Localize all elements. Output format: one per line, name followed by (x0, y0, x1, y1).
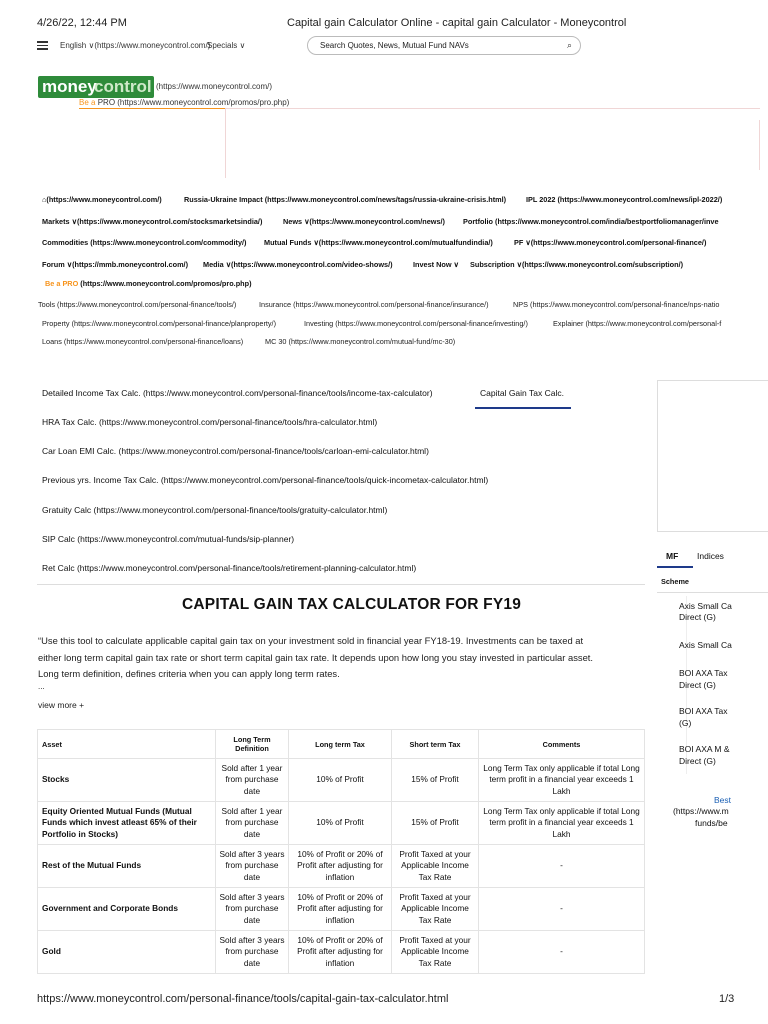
home-icon: ⌂ (42, 195, 47, 204)
calc-hra[interactable]: HRA Tax Calc. (https://www.moneycontrol.com/personal-finance/tools/hra-calculator.html) (42, 417, 378, 427)
subnav-nps[interactable]: NPS (https://www.moneycontrol.com/personal-finance/nps-natio (513, 300, 720, 309)
print-timestamp: 4/26/22, 12:44 PM (37, 17, 127, 29)
sidebar-best-url-1[interactable]: (https://www.m (673, 806, 729, 816)
divider (37, 584, 645, 585)
cell-short-term-tax: 15% of Profit (392, 802, 479, 845)
subnav-mc30[interactable]: MC 30 (https://www.moneycontrol.com/mutual-fund/mc-30) (265, 337, 456, 346)
calc-capital-gain-tab[interactable]: Capital Gain Tax Calc. (480, 388, 564, 398)
calc-gratuity[interactable]: Gratuity Calc (https://www.moneycontrol.com/personal-finance/tools/gratuity-calculator.html) (42, 505, 388, 515)
cell-comments: - (479, 845, 645, 888)
be-a-pro-prefix: Be a (79, 98, 96, 107)
cell-definition: Sold after 3 years from purchase date (216, 888, 289, 931)
nav-be-a-pro-label: Be a PRO (45, 279, 79, 288)
nav-pf[interactable]: PF ∨(https://www.moneycontrol.com/personal-finance/) (514, 238, 707, 247)
nav-forum[interactable]: Forum ∨(https://mmb.moneycontrol.com/) (42, 260, 189, 269)
cell-long-term-tax: 10% of Profit or 20% of Profit after adjusting for inflation (289, 931, 392, 974)
cell-definition: Sold after 3 years from purchase date (216, 845, 289, 888)
header-long-term-tax: Long term Tax (289, 730, 392, 759)
nav-invest-now[interactable]: Invest Now ∨ (413, 260, 459, 269)
page-title: CAPITAL GAIN TAX CALCULATOR FOR FY19 (182, 596, 522, 613)
calc-detailed-income-tax[interactable]: Detailed Income Tax Calc. (https://www.moneycontrol.com/personal-finance/tools/income-tax-calculator) (42, 388, 433, 398)
nav-home-link: (https://www.moneycontrol.com/) (46, 195, 162, 204)
cell-comments: Long Term Tax only applicable if total Long term profit in a financial year exceeds 1 Lakh (479, 802, 645, 845)
nav-home[interactable] (42, 195, 162, 204)
header-asset: Asset (38, 730, 216, 759)
logo-link[interactable]: (https://www.moneycontrol.com/) (156, 82, 273, 91)
sidebar-ad-top (657, 380, 768, 381)
subnav-insurance[interactable]: Insurance (https://www.moneycontrol.com/personal-finance/insurance/) (259, 300, 489, 309)
be-a-pro-text: PRO (https://www.moneycontrol.com/promos/pro.php) (97, 98, 290, 107)
print-footer-url: https://www.moneycontrol.com/personal-finance/tools/capital-gain-tax-calculator.html (37, 993, 449, 1005)
table-header-row (38, 730, 645, 759)
table-row (38, 802, 645, 845)
subnav-tools[interactable]: Tools (https://www.moneycontrol.com/personal-finance/tools/) (38, 300, 237, 309)
cell-long-term-tax: 10% of Profit (289, 759, 392, 802)
cell-asset: Equity Oriented Mutual Funds (Mutual Funds which invest atleast 65% of their Portfolio in Stocks) (38, 802, 216, 845)
subnav-explainer[interactable]: Explainer (https://www.moneycontrol.com/personal-f (553, 319, 722, 328)
cell-asset: Gold (38, 931, 216, 974)
search-input[interactable]: Search Quotes, News, Mutual Fund NAVs (320, 41, 469, 50)
active-tab-indicator (475, 407, 571, 409)
nav-markets[interactable]: Markets ∨(https://www.moneycontrol.com/stocksmarketsindia/) (42, 217, 263, 226)
description-line-2: either long term capital gain tax rate or short term capital gain tax rate. It depends upon how long you stay invested in particular asset. (38, 652, 593, 663)
cell-definition: Sold after 1 year from purchase date (216, 802, 289, 845)
nav-mutual-funds[interactable]: Mutual Funds ∨(https://www.moneycontrol.com/mutualfundindia/) (264, 238, 493, 247)
cell-short-term-tax: Profit Taxed at your Applicable Income Tax Rate (392, 845, 479, 888)
sidebar-divider (657, 592, 768, 593)
cell-long-term-tax: 10% of Profit or 20% of Profit after adjusting for inflation (289, 888, 392, 931)
nav-news[interactable]: News ∨(https://www.moneycontrol.com/news/) (283, 217, 445, 226)
sidebar-scheme-3[interactable]: BOI AXA Tax (679, 668, 728, 678)
subnav-loans[interactable]: Loans (https://www.moneycontrol.com/personal-finance/loans) (42, 337, 244, 346)
nav-russia-ukraine[interactable]: Russia-Ukraine Impact (https://www.moneycontrol.com/news/tags/russia-ukraine-crisis.html) (184, 195, 507, 204)
sidebar-best-url-2[interactable]: funds/be (695, 818, 728, 828)
table-row (38, 888, 645, 931)
description-ellipsis: ... (38, 682, 45, 691)
calc-sip[interactable]: SIP Calc (https://www.moneycontrol.com/mutual-funds/sip-planner) (42, 534, 295, 544)
cell-long-term-tax: 10% of Profit or 20% of Profit after adjusting for inflation (289, 845, 392, 888)
sidebar-scheme-1-sub: Direct (G) (679, 612, 716, 622)
cell-comments: Long Term Tax only applicable if total Long term profit in a financial year exceeds 1 Lakh (479, 759, 645, 802)
sidebar-scheme-4[interactable]: BOI AXA Tax (679, 706, 728, 716)
nav-portfolio[interactable]: Portfolio (https://www.moneycontrol.com/india/bestportfoliomanager/inve (463, 217, 719, 226)
sidebar-scheme-5[interactable]: BOI AXA M & (679, 744, 730, 754)
capital-gain-tax-table (37, 729, 645, 974)
cell-short-term-tax: Profit Taxed at your Applicable Income Tax Rate (392, 888, 479, 931)
nav-media[interactable]: Media ∨(https://www.moneycontrol.com/video-shows/) (203, 260, 393, 269)
search-icon[interactable]: ⌕ (566, 40, 572, 50)
sidebar-tab-indicator (657, 566, 693, 568)
subnav-investing[interactable]: Investing (https://www.moneycontrol.com/personal-finance/investing/) (304, 319, 528, 328)
table-row (38, 759, 645, 802)
cell-definition: Sold after 1 year from purchase date (216, 759, 289, 802)
table-row (38, 931, 645, 974)
sidebar-tab-mf[interactable]: MF (666, 551, 679, 561)
nav-subscription[interactable]: Subscription ∨(https://www.moneycontrol.com/subscription/) (470, 260, 684, 269)
cell-definition: Sold after 3 years from purchase date (216, 931, 289, 974)
ad-frame-left (225, 108, 226, 178)
calc-car-loan[interactable]: Car Loan EMI Calc. (https://www.moneycontrol.com/personal-finance/tools/carloan-emi-calculator.html) (42, 446, 429, 456)
cell-long-term-tax: 10% of Profit (289, 802, 392, 845)
print-page-count: 1/3 (719, 993, 735, 1005)
nav-be-a-pro[interactable] (45, 279, 252, 288)
cell-comments: - (479, 888, 645, 931)
calc-previous-income-tax[interactable]: Previous yrs. Income Tax Calc. (https://www.moneycontrol.com/personal-finance/tools/quick-incometax-calculator.html) (42, 475, 489, 485)
header-short-term-tax: Short term Tax (392, 730, 479, 759)
moneycontrol-logo[interactable] (38, 76, 154, 98)
nav-ipl[interactable]: IPL 2022 (https://www.moneycontrol.com/news/ipl-2022/) (526, 195, 723, 204)
cell-short-term-tax: Profit Taxed at your Applicable Income Tax Rate (392, 931, 479, 974)
ad-frame-top (225, 108, 760, 109)
nav-be-a-pro-link: (https://www.moneycontrol.com/promos/pro.php) (80, 279, 252, 288)
hamburger-menu-icon[interactable] (37, 41, 48, 49)
cell-short-term-tax: 15% of Profit (392, 759, 479, 802)
calc-retirement[interactable]: Ret Calc (https://www.moneycontrol.com/personal-finance/tools/retirement-planning-calculator.html) (42, 563, 417, 573)
header-long-term-definition: Long Term Definition (216, 730, 289, 759)
language-selector[interactable]: English ∨(https://www.moneycontrol.com/) (60, 41, 211, 50)
logo-money: money (42, 77, 97, 96)
cell-asset: Government and Corporate Bonds (38, 888, 216, 931)
sidebar-scheme-3-sub: Direct (G) (679, 680, 716, 690)
view-more-link[interactable]: view more + (38, 700, 85, 710)
print-page-title: Capital gain Calculator Online - capital gain Calculator - Moneycontrol (287, 17, 627, 29)
sidebar-scheme-5-sub: Direct (G) (679, 756, 716, 766)
subnav-property[interactable]: Property (https://www.moneycontrol.com/personal-finance/planproperty/) (42, 319, 277, 328)
description-line-3: Long term definition, defines criteria when you can apply long term rates. (38, 668, 340, 679)
cell-asset: Stocks (38, 759, 216, 802)
description-line-1: “Use this tool to calculate applicable capital gain tax on your investment sold in financial year FY18-19. Investments can be taxed at (38, 635, 584, 646)
logo-control: control (94, 77, 152, 96)
cell-asset: Rest of the Mutual Funds (38, 845, 216, 888)
sidebar-scheme-4-sub: (G) (679, 718, 692, 728)
sidebar-scheme-header: Scheme (661, 577, 689, 586)
sidebar-ad-border (657, 380, 658, 532)
sidebar-scheme-2[interactable]: Axis Small Ca (679, 640, 732, 650)
search-box[interactable] (307, 36, 581, 55)
cell-comments: - (479, 931, 645, 974)
sidebar-scheme-1[interactable]: Axis Small Ca (679, 601, 732, 611)
sidebar-tab-indices[interactable]: Indices (697, 551, 724, 561)
ad-frame-right (759, 120, 760, 170)
table-row (38, 845, 645, 888)
sidebar-ad-bottom (657, 531, 768, 532)
nav-commodities[interactable]: Commodities (https://www.moneycontrol.com/commodity/) (42, 238, 247, 247)
sidebar-best-link[interactable]: Best (714, 795, 732, 805)
header-comments: Comments (479, 730, 645, 759)
specials-menu[interactable]: Specials ∨ (207, 41, 246, 50)
